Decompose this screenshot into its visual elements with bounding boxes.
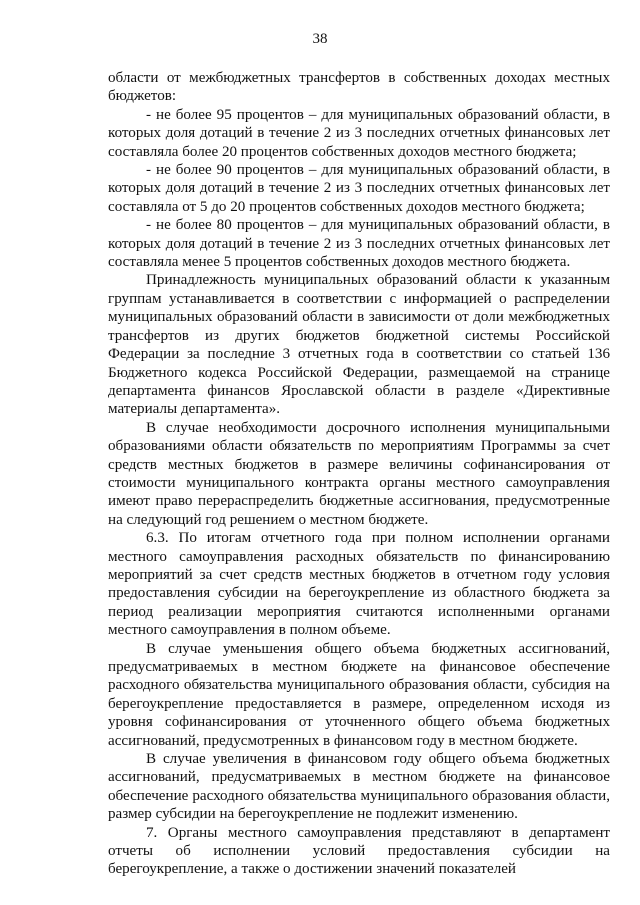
document-body: [108, 69, 610, 879]
list-item-95-percent: - не более 95 процентов – для муниципальных образований области, в которых доля дотаций в течение 2 из 3 последних отчетных финансовых лет составляла более 20 процентов собственных доходов местного бюджета;: [108, 106, 610, 160]
paragraph-early-execution: В случае необходимости досрочного исполнения муниципальными образованиями области обязательств по мероприятиям Программы за счет средств местных бюджетов в размере величины софинансирования от стоимости муниципального контракта органы местного самоуправления имеют право перераспределить бюджетные ассигнования, предусмотренные на следующий год решением о местном бюджете.: [108, 419, 610, 528]
paragraph-intro-continuation: области от межбюджетных трансфертов в собственных доходах местных бюджетов:: [108, 70, 610, 105]
paragraph-group-membership: Принадлежность муниципальных образований области к указанным группам устанавливается в соответствии с информацией о распределении муниципальных образований области в зависимости от доли межбюджетных трансфертов из других бюджетов бюджетной системы Российской Федерации за последние 3 отчетных года в соответствии со статьей 136 Бюджетного кодекса Российской Федерации, размещаемой на странице департамента финансов Ярославской области в разделе «Директивные материалы департамента».: [108, 272, 610, 418]
page-number: 38: [312, 31, 328, 47]
paragraph-section-7: 7. Органы местного самоуправления представляют в департамент отчеты об исполнении условий предоставления субсидии на берегоукрепление, а также о достижении значений показателей: [108, 824, 610, 878]
list-item-90-percent: - не более 90 процентов – для муниципальных образований области, в которых доля дотаций в течение 2 из 3 последних отчетных финансовых лет составляла от 5 до 20 процентов собственных доходов местного бюджета;: [108, 162, 610, 215]
paragraph-section-6-3: 6.3. По итогам отчетного года при полном исполнении органами местного самоуправления расходных обязательств по финансированию мероприятий за счет средств местных бюджетов в отчетном году условия предоставления субсидии на берегоукрепление из областного бюджета за период реализации мероприятия считаются исполненными органами местного самоуправления в полном объеме.: [108, 530, 610, 639]
paragraph-decrease-case: В случае уменьшения общего объема бюджетных ассигнований, предусматриваемых в местном бюджете на финансовое обеспечение расходного обязательства муниципального образования области, субсидия на берегоукрепление предоставляется в размере, определенном исходя из уровня софинансирования от уточненного общего объема бюджетных ассигнований, предусмотренных в финансовом году в местном бюджете.: [108, 640, 610, 749]
paragraph-increase-case: В случае увеличения в финансовом году общего объема бюджетных ассигнований, предусматриваемых в местном бюджете на финансовое обеспечение расходного обязательства муниципального образования области, размер субсидии на берегоукрепление не подлежит изменению.: [108, 751, 610, 823]
list-item-80-percent: - не более 80 процентов – для муниципальных образований области, в которых доля дотаций в течение 2 из 3 последних отчетных финансовых лет составляла менее 5 процентов собственных доходов местного бюджета.: [108, 217, 610, 271]
